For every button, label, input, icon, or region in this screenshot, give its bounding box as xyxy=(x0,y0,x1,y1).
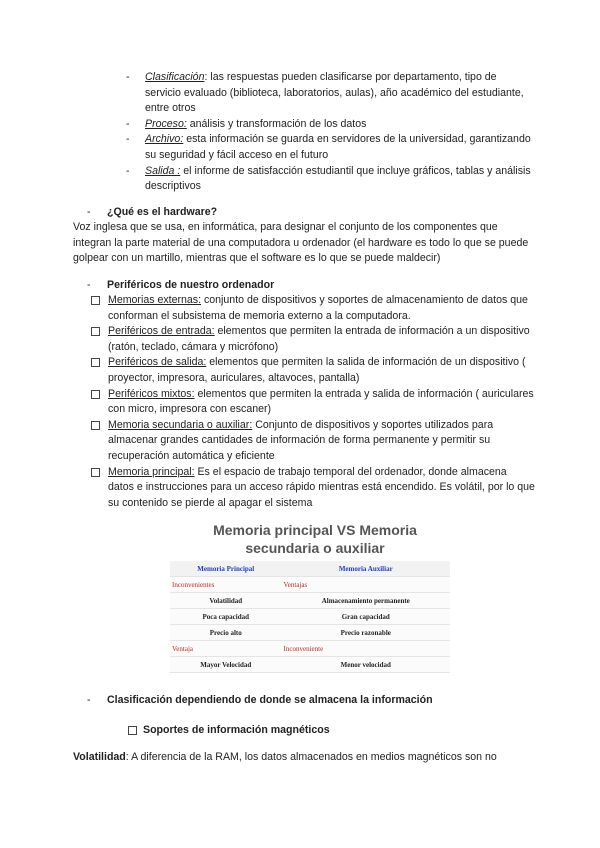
term: Archivo: xyxy=(145,133,184,146)
comparison-table xyxy=(170,561,450,673)
definition: el informe de satisfacción estudiantil que incluye gráficos, tablas y análisis descriptivos xyxy=(145,164,531,193)
checkbox[interactable] xyxy=(91,421,100,430)
definition: Conjunto de dispositivos y soportes utilizados para almacenar grandes cantidades de información de forma permanente y permitir su recuperación automática y eficiente xyxy=(108,418,494,462)
table-cell: Menor velocidad xyxy=(282,657,450,673)
peripherals-checklist xyxy=(90,293,535,511)
term: Memoria principal: xyxy=(108,465,195,478)
magnetic-media-item xyxy=(128,723,330,739)
definition: esta información se guarda en servidores de la universidad, garantizando su seguridad y fácil acceso en el futuro xyxy=(145,133,531,161)
table-cell: Gran capacidad xyxy=(282,609,450,625)
header-cell: Memoria Auxiliar xyxy=(282,561,450,577)
checklist-item xyxy=(90,465,535,512)
checkbox[interactable] xyxy=(91,296,100,305)
definition: Es el espacio de trabajo temporal del ordenador, donde almacena datos e instrucciones para un acceso rápido mientras está encendido. Es volátil, por lo que su contenido se pierde al apagar el sistema xyxy=(108,465,535,509)
term: Volatilidad xyxy=(73,751,126,763)
checkbox[interactable] xyxy=(128,726,137,735)
term: Proceso: xyxy=(145,117,187,130)
header-cell: Memoria Principal xyxy=(170,561,282,577)
list-item xyxy=(126,70,531,117)
dash-bullet: - xyxy=(126,71,130,83)
table-cell: Ventaja xyxy=(170,641,282,657)
table-row xyxy=(170,657,450,673)
table-cell: Inconveniente xyxy=(282,641,450,657)
dash-bullet: - xyxy=(126,133,130,146)
table-cell: Inconvenientes xyxy=(170,577,282,593)
table-cell: Volatilidad xyxy=(170,593,282,609)
table-cell: Almacenamiento permanente xyxy=(282,593,450,609)
term: Periféricos mixtos: xyxy=(108,387,195,400)
definition: elementos que permiten la entrada de información a un dispositivo (ratón, teclado, cámara y micrófono) xyxy=(108,325,530,353)
table-header-row xyxy=(170,561,450,577)
checkbox[interactable] xyxy=(91,358,100,367)
dash-bullet: - xyxy=(87,279,91,291)
checkbox[interactable] xyxy=(91,468,100,477)
definition: conjunto de dispositivos y soportes de almacenamiento de datos que conforman el subsistema de memoria externo a la computadora. xyxy=(108,294,528,322)
table-row xyxy=(170,577,450,593)
table-row xyxy=(170,609,450,625)
table-cell: Ventajas xyxy=(282,577,450,593)
definition: análisis y transformación de los datos xyxy=(186,117,367,130)
checklist-item xyxy=(90,418,535,465)
list-item xyxy=(126,117,531,133)
table-row xyxy=(170,593,450,609)
table-row xyxy=(170,641,450,657)
term: Periféricos de entrada: xyxy=(108,325,215,338)
dash-bullet: - xyxy=(87,206,91,218)
dash-bullet: - xyxy=(126,117,130,130)
term: Memorias externas: xyxy=(108,294,202,306)
heading-text: Periféricos de nuestro ordenador xyxy=(107,279,275,291)
table-row xyxy=(170,625,450,641)
subheading-text: Soportes de información magnéticos xyxy=(143,724,330,736)
process-steps-list xyxy=(126,70,531,195)
checkbox[interactable] xyxy=(91,327,100,336)
volatility-paragraph xyxy=(73,750,497,766)
checklist-item xyxy=(90,293,535,324)
checklist-item xyxy=(90,355,535,386)
heading-text: Clasificación dependiendo de donde se almacena la información xyxy=(107,694,433,706)
figure-title-line-1: Memoria principal VS Memoria xyxy=(213,522,417,538)
term: Salida : xyxy=(145,164,181,177)
definition: : A diferencia de la RAM, los datos almacenados en medios magnéticos son no xyxy=(125,751,497,763)
dash-bullet: - xyxy=(87,694,91,706)
list-item xyxy=(126,132,531,163)
table-cell: Precio razonable xyxy=(282,625,450,641)
heading-text: ¿Qué es el hardware? xyxy=(107,206,218,218)
term: Periféricos de salida: xyxy=(108,356,207,369)
definition: elementos que permiten la entrada y salida de información ( auriculares con micro, impresora con escaner) xyxy=(108,387,534,416)
checkbox[interactable] xyxy=(91,390,100,399)
figure-title xyxy=(170,521,460,557)
checklist-item xyxy=(90,387,535,418)
checklist-item xyxy=(90,324,535,355)
term: Clasificación xyxy=(145,71,205,83)
definition: elementos que permiten la salida de información de un dispositivo ( proyector, impresora, auriculares, altavoces, pantalla) xyxy=(108,356,526,384)
table-cell: Poca capacidad xyxy=(170,609,282,625)
table-cell: Mayor Velocidad xyxy=(170,657,282,673)
list-item xyxy=(126,164,531,195)
definition: : las respuestas pueden clasificarse por departamento, tipo de servicio evaluado (biblioteca, laboratorios, aulas), año académico del estudiante, entre otros xyxy=(145,71,524,115)
dash-bullet: - xyxy=(126,164,130,177)
figure-title-line-2: secundaria o auxiliar xyxy=(245,540,385,556)
term: Memoria secundaria o auxiliar: xyxy=(108,418,253,431)
hardware-paragraph: Voz inglesa que se usa, en informática, para designar el conjunto de los componentes que integran la parte material de una computadora u ordenador (el hardware es todo lo que se puede golpear con un martillo, mientras que el software es lo que se puede maldecir) xyxy=(73,221,529,265)
table-cell: Precio alto xyxy=(170,625,282,641)
